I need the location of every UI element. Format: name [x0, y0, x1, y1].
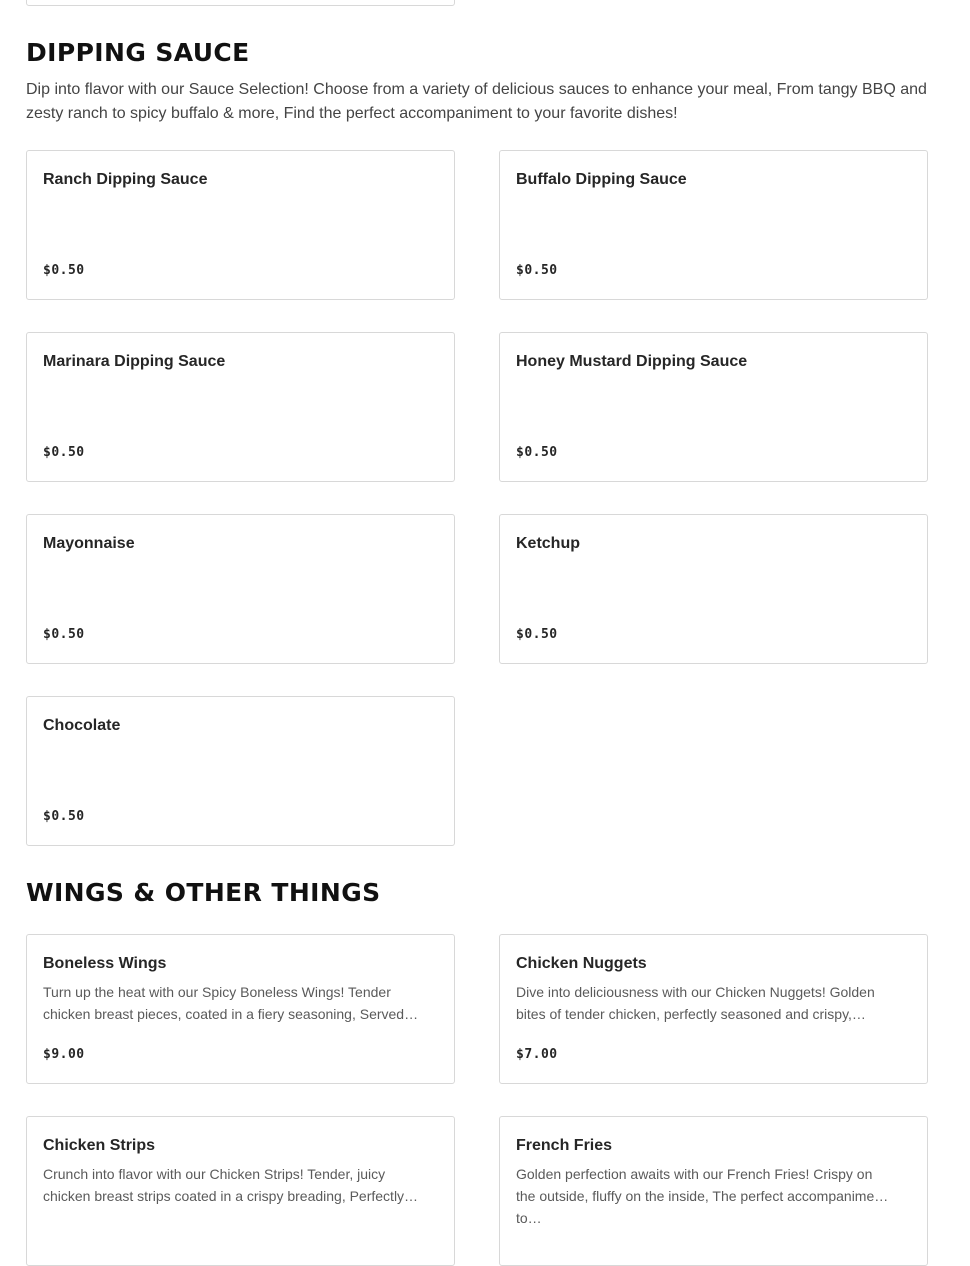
menu-item-price: $0.50	[43, 263, 85, 278]
menu-item-name: Ranch Dipping Sauce	[43, 171, 208, 188]
menu-item-price: $0.50	[43, 627, 85, 642]
menu-item-description: Turn up the heat with our Spicy Boneless Wings! Tender chicken breast pieces, coated in a fiery seasoning, Served…	[43, 984, 419, 1022]
menu-item-name: Boneless Wings	[43, 955, 167, 972]
menu-item-description: Crunch into flavor with our Chicken Strips! Tender, juicy chicken breast strips coated in a crispy breading, Perfectly…	[43, 1166, 419, 1204]
menu-item-card[interactable]	[499, 934, 928, 1084]
menu-item-name: Honey Mustard Dipping Sauce	[516, 353, 748, 370]
menu-item-name: Chicken Strips	[43, 1137, 156, 1154]
menu-item-price: $9.00	[43, 1047, 85, 1062]
menu-item-card[interactable]	[26, 696, 455, 846]
menu-item-card[interactable]	[26, 514, 455, 664]
menu-item-name: Marinara Dipping Sauce	[43, 353, 226, 370]
menu-item-card[interactable]	[26, 934, 455, 1084]
section-title-wings: WINGS & OTHER THINGS	[26, 878, 381, 907]
menu-item-card-partial[interactable]	[26, 0, 455, 6]
menu-item-card[interactable]	[499, 1116, 928, 1266]
menu-item-card[interactable]	[499, 332, 928, 482]
menu-item-card[interactable]	[26, 1116, 455, 1266]
section-title-dipping-sauce: DIPPING SAUCE	[26, 38, 250, 67]
menu-item-name: Chocolate	[43, 717, 121, 734]
menu-item-price: $0.50	[43, 445, 85, 460]
menu-item-name: Chicken Nuggets	[516, 955, 647, 972]
menu-item-name: Buffalo Dipping Sauce	[516, 171, 687, 188]
menu-item-name: Mayonnaise	[43, 535, 135, 552]
menu-item-price: $0.50	[516, 263, 558, 278]
menu-item-name: French Fries	[516, 1137, 613, 1154]
menu-item-name: Ketchup	[516, 535, 580, 552]
menu-item-price: $7.00	[516, 1047, 558, 1062]
section-description-dipping-sauce: Dip into flavor with our Sauce Selection! Choose from a variety of delicious sauces to enhance your meal, From tangy BBQ and zesty ranch to spicy buffalo & more, Find the perfect accompaniment to your favorite dishes!	[26, 81, 927, 122]
menu-item-description: Dive into deliciousness with our Chicken Nuggets! Golden bites of tender chicken, perfectly seasoned and crispy,…	[516, 984, 875, 1022]
menu-item-card[interactable]	[26, 150, 455, 300]
menu-item-price: $0.50	[43, 809, 85, 824]
menu-item-price: $0.50	[516, 627, 558, 642]
menu-item-price: $0.50	[516, 445, 558, 460]
menu-item-card[interactable]	[499, 514, 928, 664]
menu-item-card[interactable]	[26, 332, 455, 482]
menu-item-card[interactable]	[499, 150, 928, 300]
menu-item-description: Golden perfection awaits with our French Fries! Crispy on the outside, fluffy on the inside, The perfect accompaniment to…	[516, 1166, 886, 1226]
